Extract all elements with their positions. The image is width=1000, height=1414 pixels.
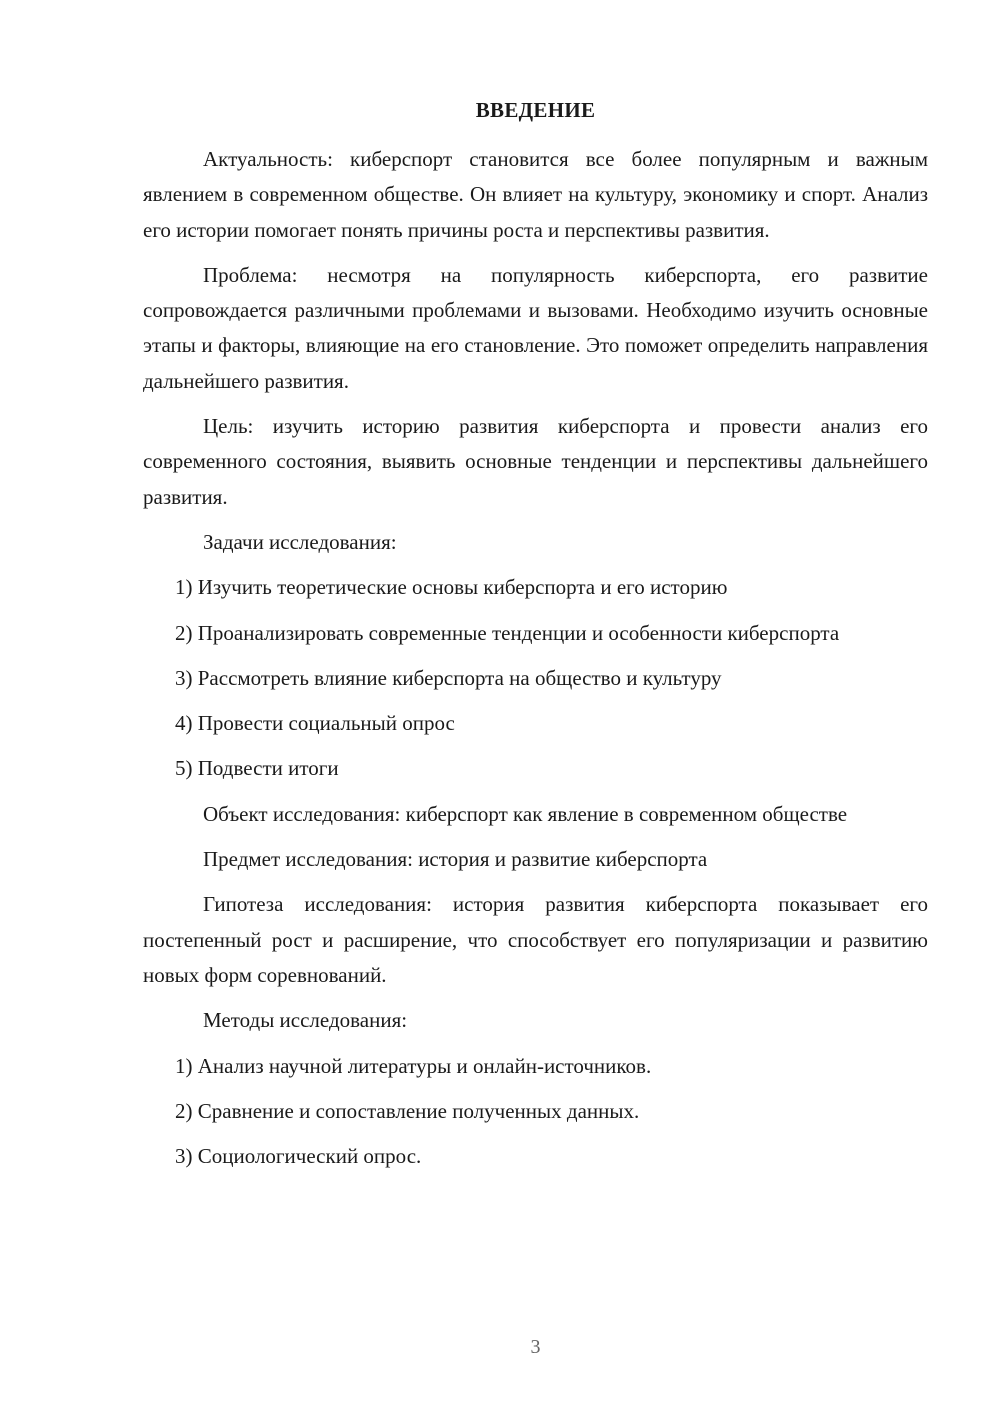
introduction-body [143,142,928,1184]
method-item-3: 3) Социологический опрос. [175,1144,422,1169]
task-item-1: 1) Изучить теоретические основы киберспорта и его историю [175,575,728,600]
section-title: ВВЕДЕНИЕ [475,98,596,122]
hypothesis-paragraph: Гипотеза исследования: история развития киберспорта показывает его постепенный рост и расширение, что способствует его популяризации и развитию новых форм соревнований. [143,892,928,987]
task-item-3: 3) Рассмотреть влияние киберспорта на общество и культуру [175,665,722,690]
document-page [143,0,928,1414]
methods-heading: Методы исследования: [203,1008,408,1033]
problem-paragraph: Проблема: несмотря на популярность киберспорта, его развитие сопровождается различными проблемами и вызовами. Необходимо изучить основные этапы и факторы, влияющие на его становление. Это поможет определить направления дальнейшего развития. [143,262,928,393]
relevance-paragraph: Актуальность: киберспорт становится все более популярным и важным явлением в современном обществе. Он влияет на культуру, экономику и спорт. Анализ его истории помогает понять причины роста и перспективы развития. [143,147,928,242]
page-number: 3 [530,1336,541,1358]
object-paragraph: Объект исследования: киберспорт как явление в современном обществе [203,801,848,826]
task-item-5: 5) Подвести итоги [175,756,339,781]
goal-paragraph: Цель: изучить историю развития киберспорта и провести анализ его современного состояния, выявить основные тенденции и перспективы дальнейшего развития. [143,414,928,509]
method-item-1: 1) Анализ научной литературы и онлайн-источников. [175,1053,652,1078]
task-item-2: 2) Проанализировать современные тенденции и особенности киберспорта [175,620,840,645]
tasks-heading: Задачи исследования: [203,529,397,554]
method-item-2: 2) Сравнение и сопоставление полученных данных. [175,1098,640,1123]
task-item-4: 4) Провести социальный опрос [175,711,455,736]
subject-paragraph: Предмет исследования: история и развитие киберспорта [203,847,708,872]
